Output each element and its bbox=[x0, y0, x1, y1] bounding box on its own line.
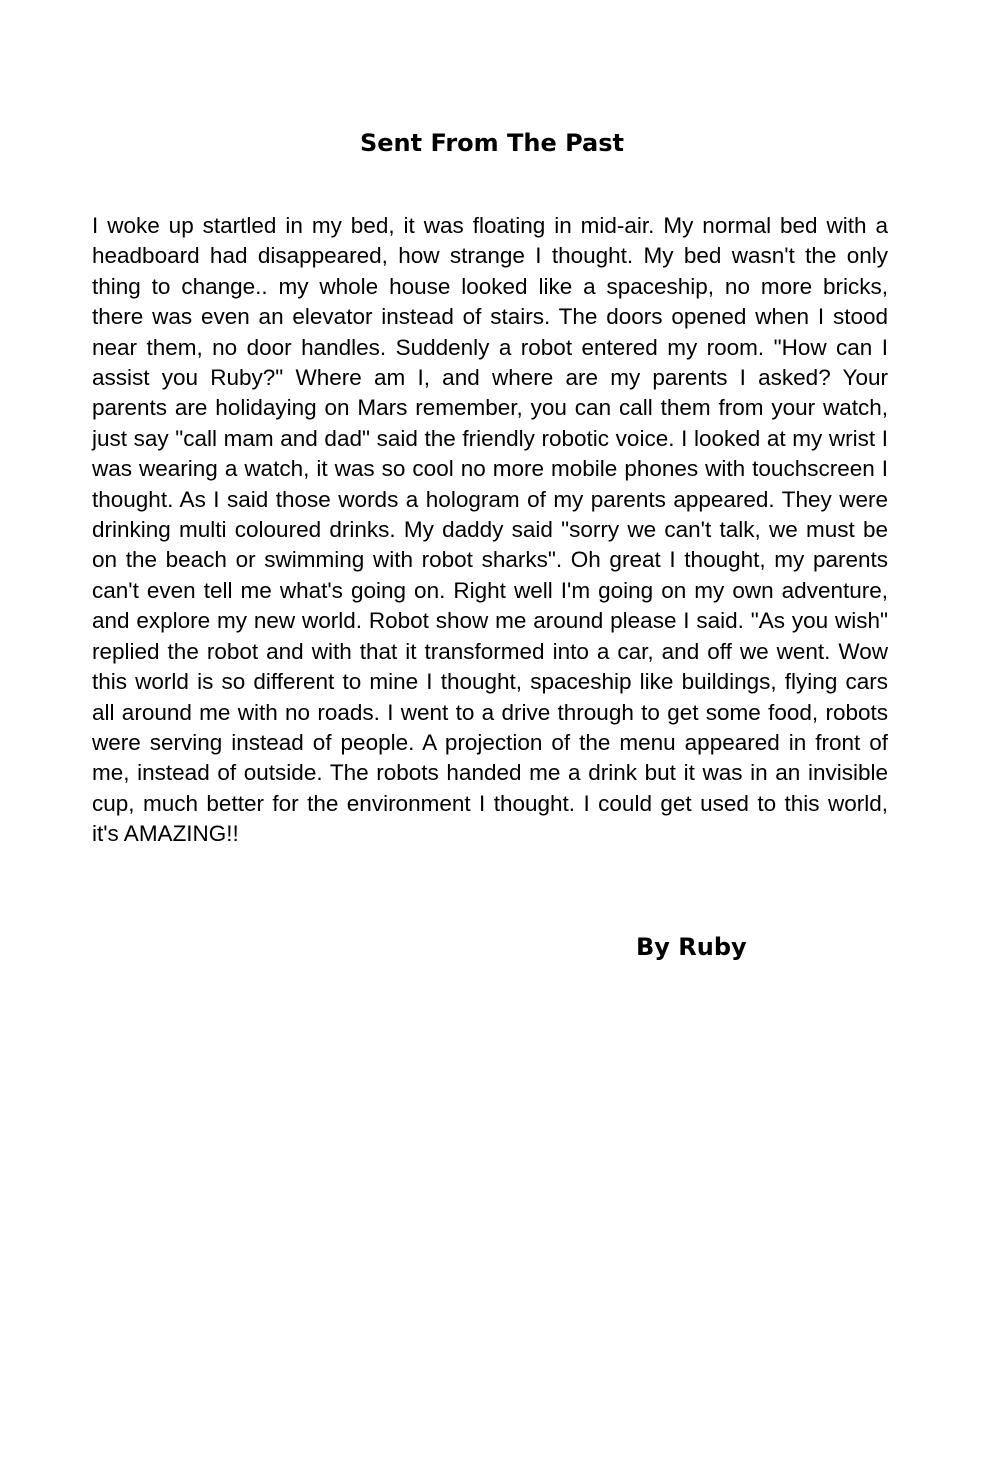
story-title: Sent From The Past bbox=[359, 129, 624, 157]
story-author: By Ruby bbox=[636, 933, 747, 961]
story-body: I woke up startled in my bed, it was floating in mid-air. My normal bed with a headboard had disappeared, how strange I thought. My bed wasn't the only thing to change.. my whole house looked like a spaceship, no more bricks, there was even an elevator instead of stairs. The doors opened when I stood near them, no door handles. Suddenly a robot entered my room. "How can I assist you Ruby?" Where am I, and where are my parents I asked? Your parents are holidaying on Mars remember, you can call them from your watch, just say "call mam and dad" said the friendly robotic voice. I looked at my wrist I was wearing a watch, it was so cool no more mobile phones with touchscreen I thought. As I said those words a hologram of my parents appeared. They were drinking multi coloured drinks. My daddy said "sorry we can't talk, we must be on the beach or swimming with robot sharks". Oh great I thought, my parents can't even tell me what's going on. Right well I'm going on my own adventure, and explore my new world. Robot show me around please I said. "As you wish" replied the robot and with that it transformed into a car, and off we went. Wow this world is so different to mine I thought, spaceship like buildings, flying cars all around me with no roads. I went to a drive through to get some food, robots were serving instead of people. A projection of the menu appeared in front of me, instead of outside. The robots handed me a drink but it was in an invisible cup, much better for the environment I thought. I could get used to this world, it's AMAZING!! bbox=[92, 213, 888, 847]
